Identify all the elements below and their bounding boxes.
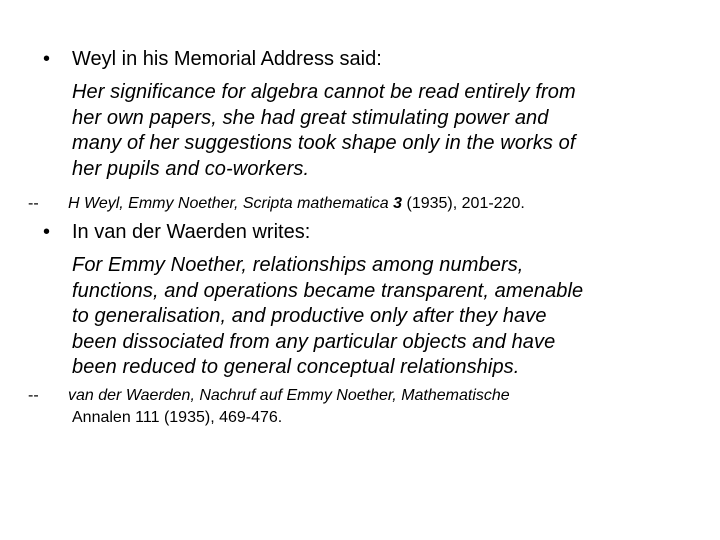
weyl-quote-line: many of her suggestions took shape only in the works of	[72, 132, 576, 154]
weyl-quote	[72, 80, 576, 182]
waerden-heading: In van der Waerden writes:	[72, 221, 311, 243]
weyl-quote-line: Her significance for algebra cannot be read entirely from	[72, 81, 576, 103]
waerden-quote-line: to generalisation, and productive only after they have	[72, 305, 547, 327]
waerden-quote-line: For Emmy Noether, relationships among numbers,	[72, 254, 524, 276]
waerden-citation-line1: van der Waerden, Nachruf auf Emmy Noether, Mathematische	[68, 387, 510, 404]
citation-dash: --	[28, 387, 39, 404]
weyl-heading: Weyl in his Memorial Address said:	[72, 48, 382, 70]
weyl-quote-line: her pupils and co-workers.	[72, 157, 310, 180]
weyl-citation-volume: 3	[393, 195, 403, 212]
citation-dash: --	[28, 195, 39, 212]
waerden-citation-volume: 111	[135, 409, 160, 426]
bullet-icon: •	[43, 48, 51, 70]
weyl-bullet-item	[28, 46, 382, 72]
weyl-citation-details: (1935), 201-220.	[402, 195, 525, 212]
weyl-quote-line: her own papers, she had great stimulating power and	[72, 106, 549, 129]
bullet-icon: •	[43, 221, 51, 243]
waerden-citation	[28, 385, 510, 407]
weyl-citation-source: H Weyl, Emmy Noether, Scripta mathematica	[68, 195, 389, 212]
weyl-citation	[28, 193, 525, 215]
waerden-quote-line: been dissociated from any particular objects and have	[72, 330, 556, 353]
waerden-citation-journal: Annalen	[72, 409, 136, 426]
waerden-citation-details: (1935), 469-476.	[159, 409, 283, 426]
waerden-quote	[72, 253, 583, 381]
waerden-bullet-item	[28, 219, 310, 245]
waerden-citation-cont	[72, 407, 282, 429]
waerden-quote-line: been reduced to general conceptual relationships.	[72, 356, 520, 378]
waerden-quote-line: functions, and operations became transparent, amenable	[72, 279, 584, 302]
